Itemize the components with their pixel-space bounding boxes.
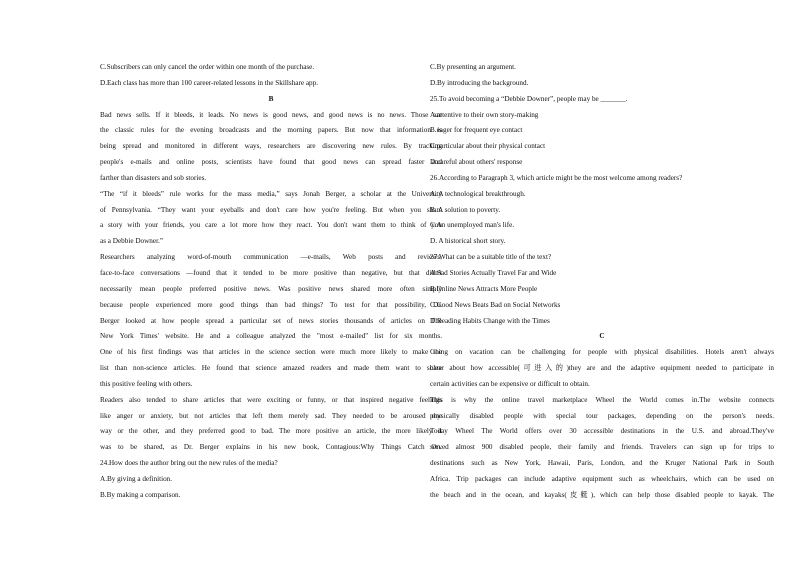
left-column: [100, 60, 442, 504]
paragraph-line: like anger or anxiety, but not articles that left them merely sad. They needed to be aroused one: [100, 411, 442, 420]
paragraph-line: New York Times' website. He and a colleague analyzed the "most e-mailed" list for six months.: [100, 332, 442, 341]
paragraph-line: certain activities can be expensive or difficult to obtain.: [430, 379, 590, 388]
question-line: B. A solution to poverty.: [430, 205, 501, 214]
paragraph-line: being spread and monitored in different ways, researchers are discovering new rules. By tracking: [100, 142, 442, 151]
right-column: [430, 60, 774, 504]
question-line: A.attentive to their own story-making: [430, 110, 539, 119]
question-line: C.Subscribers can only cancel the order within one month of the purchase.: [100, 63, 315, 71]
paragraph-line: physically disabled people with special tour packages, depending on the person's needs.: [430, 411, 774, 420]
question-line: A. A technological breakthrough.: [430, 189, 526, 198]
paragraph-line: A.By giving a definition.: [100, 474, 173, 483]
question-line: C.particular about their physical contact: [430, 142, 546, 151]
paragraph-line: destinations such as New York, Hawaii, Paris, London, and the Kruger National Park in South: [430, 459, 774, 468]
question-line: 25.To avoid becoming a “Debbie Downer”, people may be _______.: [430, 94, 628, 103]
paragraph-line: of Pennsylvania. “They want your eyeballs and don't care how you're feeling. But when you share: [100, 205, 442, 214]
paragraph-line: Going on vacation can be challenging for people with physical disabilities. Hotels aren't always: [430, 348, 774, 357]
paragraph-line: as a Debbie Downer.”: [100, 237, 164, 246]
paragraph-line: clear about how accessible(可进入的)they are and the adaptive equipment needed to participate in: [430, 364, 774, 373]
paragraph-line: Readers also tended to share articles that were exciting or funny, or that inspired negative feelings: [100, 395, 442, 404]
paragraph-line: served almost 900 disabled people, their family and friends. Travelers can sign up for trips to: [430, 443, 774, 452]
paragraph-line: because people experienced more good things than bad things? To test for that possibility, Dr.: [100, 300, 442, 309]
paragraph-line: way or the other, and they preferred good to bad. The more positive an article, the more likely it: [100, 427, 442, 436]
paragraph-line: list than non-science articles. He found that science amazed readers and made them want to share: [100, 364, 442, 373]
question-line: 26.According to Paragraph 3, which article might be the most welcome among readers?: [430, 173, 683, 182]
question-line: C.An unemployed man's life.: [430, 221, 515, 230]
question-line: D. A historical short story.: [430, 237, 506, 246]
question-line: B.eager for frequent eye contact: [430, 126, 523, 135]
paragraph-line: the beach and in the ocean, and kayaks(皮艇), which can help those disabled people to kayak. The: [430, 490, 774, 499]
question-line: D.Each class has more than 100 career-related lessons in the Skillshare app.: [100, 78, 319, 87]
paragraph-line: a story with your friends, you care a lot more how they react. You don't want them to think of you: [100, 221, 442, 230]
paragraph-line: B.By making a comparison.: [100, 490, 181, 499]
paragraph-line: This is why the online travel marketplace Wheel the World comes in.The website connects: [430, 395, 774, 404]
paragraph-line: Berger looked at how people spread a particular set of news stories thousands of articles on The: [100, 316, 442, 325]
paragraph-line: the classic rules for the evening broadcasts and the morning papers. But now that information is: [100, 126, 442, 135]
paragraph-line: 24.How does the author bring out the new rules of the media?: [100, 459, 278, 468]
section-heading-c: C: [599, 332, 605, 341]
question-line: D.Reading Habits Change with the Times: [430, 316, 550, 325]
question-line: 27.What can be a suitable title of the text?: [430, 253, 552, 262]
question-line: B.Online News Attracts More People: [430, 284, 538, 293]
paragraph-line: necessarily mean people preferred positive news. Was positive news shared more often simply: [100, 284, 442, 293]
paragraph-line: Africa. Trip packages can include adaptive equipment such as wheelchairs, which can be used on: [430, 474, 774, 483]
paragraph-line: face-to-face conversations —found that it tended to be more positive than negative, but that didn't: [100, 268, 442, 277]
paragraph-line: One of his first findings was that articles in the science section were much more likely to make the: [100, 348, 442, 357]
paragraph-line: Today Wheel The World offers over 30 accessible destinations in the U.S. and abroad.They've: [430, 427, 774, 436]
question-line: D.careful about others' response: [430, 158, 523, 167]
paragraph-line: was to be shared, as Dr. Berger explains in his new book, Contagious:Why Things Catch On.: [100, 443, 442, 452]
paragraph-line: Researchers analyzing word-of-mouth communication —e-mails, Web posts and reviews,: [100, 253, 442, 262]
section-heading-b: B: [268, 94, 274, 103]
paragraph-line: “The “if it bleeds” rule works for the mass media,” says Jonah Berger, a scholar at the University: [100, 189, 442, 198]
question-line: C.Good News Beats Bad on Social Networks: [430, 300, 561, 309]
paragraph-line: Bad news sells. If it bleeds, it leads. No news is good news, and good news is no news. Those are: [100, 110, 442, 119]
paragraph-line: people's e-mails and online posts, scientists have found that good news can spread faster and: [100, 158, 442, 167]
paragraph-line: farther than disasters and sob stories.: [100, 173, 207, 182]
question-line: C.By presenting an argument.: [430, 63, 516, 71]
question-line: D.By introducing the background.: [430, 78, 529, 87]
question-line: A.Sad Stories Actually Travel Far and Wide: [430, 268, 557, 277]
paragraph-line: this positive feeling with others.: [100, 379, 193, 388]
